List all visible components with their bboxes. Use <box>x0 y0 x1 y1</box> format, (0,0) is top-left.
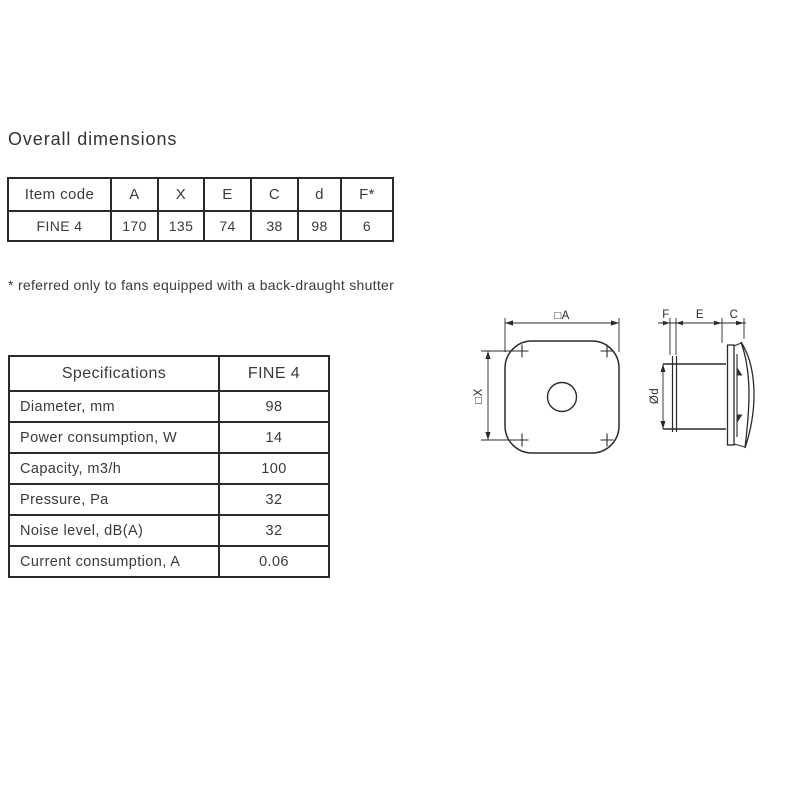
spec-label: Current consumption, A <box>9 546 219 577</box>
label-duct-length: E <box>695 309 705 321</box>
arrowhead <box>485 432 490 440</box>
arrowhead <box>663 321 670 326</box>
dims-col-item-code: Item code <box>8 178 111 211</box>
specs-header-row <box>9 356 329 391</box>
spec-label: Noise level, dB(A) <box>9 515 219 546</box>
technical-drawing <box>450 285 800 490</box>
dims-cell-e: 74 <box>204 211 251 241</box>
arrowhead <box>661 364 666 372</box>
spec-row-power <box>9 422 329 453</box>
specifications-table <box>8 355 330 578</box>
shutter-footnote: * referred only to fans equipped with a back-draught shutter <box>8 277 395 293</box>
dims-cell-a: 170 <box>111 211 158 241</box>
spec-value: 100 <box>219 453 329 484</box>
spec-row-noise <box>9 515 329 546</box>
fan-front-view <box>505 341 619 453</box>
specs-col-title: Specifications <box>9 356 219 391</box>
dims-col-e: E <box>204 178 251 211</box>
spec-label: Capacity, m3/h <box>9 453 219 484</box>
arrowhead <box>676 321 683 326</box>
arrowhead <box>736 321 744 326</box>
dims-cell-item-code: FINE 4 <box>8 211 111 241</box>
arrowhead <box>714 321 722 326</box>
page-title: Overall dimensions <box>8 129 178 149</box>
dimension-front-height <box>473 351 527 440</box>
plate-detail-lines <box>734 343 745 447</box>
front-cover-profile <box>741 342 754 448</box>
spec-value: 32 <box>219 484 329 515</box>
dims-col-d: d <box>298 178 341 211</box>
dims-cell-f: 6 <box>341 211 393 241</box>
spec-value: 14 <box>219 422 329 453</box>
arrowhead <box>485 351 490 359</box>
spec-label: Pressure, Pa <box>9 484 219 515</box>
spec-value: 98 <box>219 391 329 422</box>
dims-cell-d: 98 <box>298 211 341 241</box>
spec-row-diameter <box>9 391 329 422</box>
dims-data-row <box>8 211 393 241</box>
dims-header-row <box>8 178 393 211</box>
spec-value: 0.06 <box>219 546 329 577</box>
arrowhead <box>505 320 513 325</box>
spec-label: Diameter, mm <box>9 391 219 422</box>
specs-col-model: FINE 4 <box>219 356 329 391</box>
spec-value: 32 <box>219 515 329 546</box>
dims-col-a: A <box>111 178 158 211</box>
label-front-width: □A <box>554 310 570 322</box>
shutter-lines <box>673 356 677 432</box>
corner-screw-marks <box>516 345 614 447</box>
cover-clip-top <box>737 367 743 376</box>
label-shutter-depth: F <box>662 309 670 321</box>
spec-row-pressure <box>9 484 329 515</box>
label-duct-diameter: Ød <box>649 387 661 405</box>
cover-clip-bottom <box>737 415 743 424</box>
spec-row-current <box>9 546 329 577</box>
dims-col-x: X <box>158 178 204 211</box>
dimension-duct-diameter <box>649 364 666 429</box>
fan-hub-circle <box>548 383 577 412</box>
dims-col-f: F* <box>341 178 393 211</box>
label-cover-depth: C <box>729 309 739 321</box>
dims-cell-x: 135 <box>158 211 204 241</box>
fan-side-view <box>663 342 754 448</box>
arrowhead <box>661 421 666 429</box>
mounting-plate <box>728 345 735 445</box>
overall-dimensions-table <box>7 177 394 242</box>
dimension-depths <box>658 309 746 355</box>
spec-label: Power consumption, W <box>9 422 219 453</box>
dims-cell-c: 38 <box>251 211 298 241</box>
arrowhead <box>611 320 619 325</box>
label-front-height: □X <box>473 388 485 404</box>
dims-col-c: C <box>251 178 298 211</box>
spec-row-capacity <box>9 453 329 484</box>
